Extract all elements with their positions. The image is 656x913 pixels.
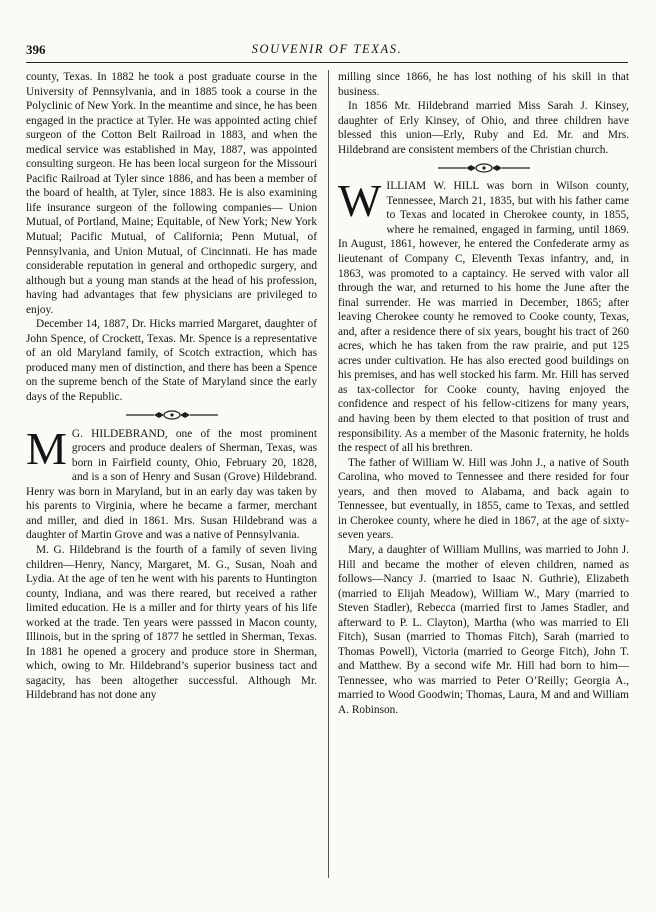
left-column: [26, 70, 317, 703]
section-separator: [26, 405, 317, 427]
hill-bio-text: ILLIAM W. HILL was born in Wilson county, Tennessee, March 21, 1835, but with his father came to Texas and located in Cherokee county, in 1855, where he remained, engaged in farming, until 1869. In August, 1861, however, he entered the Confederate army as lieutenant of Company C, Eleventh Texas infantry, and, in 1863, was promoted to a captaincy. He served with valor all through the war, and returned to his home the June after the final surrender. He was married in December, 1865; after leaving Cherokee county he removed to Cooke county, Texas, and, after a residence there of six years, bought his tract of 260 acres, which he has taken from the raw prairie, and put 125 acres under cultivation. He has also erected good buildings on his premises, and has well stocked his farm. Mr. Hill has served as tax-collector for Cooke county, having enjoyed the confidence and respect of his fellow-citizens for many years, and having been by them elected to that position of trust and responsibility. As a member of the Masonic fraternity, he holds the respect of all his brethren.: [338, 180, 629, 455]
hildebrand-bio: [26, 422, 317, 543]
hill-mother-paragraph: Mary, a daughter of William Mullins, was married to John J. Hill and became the mother of eleven children, named as follows—Nancy J. (married to Isaac N. Guthrie), Elizabeth (married to Elijah Meadow), William W., Mary (married to Steven Stadler), Rebecca (married first to James Stadler, and afterward to P. L. Clayton), Martha (who was married to Eli Fitch), Susan (married to Thomas Fitch), Sarah (married to Thomas Powell), Victoria (married to George Fitch), John T. and Matthew. By a second wife Mr. Hill had born to him—Tennessee, who was married to Peter O’Reilly; Georgia A., married to Wood Goodwin; Thomas, Laura, M and and William A. Robinson.: [338, 543, 629, 716]
hildebrand-bio-text: G. HILDEBRAND, one of the most prominent grocers and produce dealers of Sherman, Texas, was born in Fairfield county, Ohio, February 20, 1828, and is a son of Henry and Susan (Grove) Hildebrand. Henry was born in Maryland, but in an early day was taken by his parents to Virginia, where he became a farmer, merchant and miller, and died in 1861. Mrs. Susan Hildebrand was a daughter of Martin Grove and was a native of Pennsylvania.: [26, 427, 317, 542]
page-header: [26, 42, 628, 62]
hildebrand-family-paragraph: M. G. Hildebrand is the fourth of a family of seven living children—Henry, Nancy, Margaret, M. G., Susan, Noah and Lydia. At the age of ten he went with his parents to Huntington county, Indiana, and was there reared, but received a rather limited education. He is a miller and for thirty years of his life worked at the trade. Ten years were passsed in Macon county, Illinois, but in the spring of 1877 he settled in Sherman, Texas. In 1881 he opened a grocery and produce store in Sherman, which, owing to Mr. Hildebrand’s superior business tact and sagacity, has been altogether successful. Although Mr. Hildebrand has not done any: [26, 543, 317, 702]
hicks-marriage-paragraph: December 14, 1887, Dr. Hicks married Margaret, daughter of John Spence, of Crockett, Texas. Mr. Spence is a representative of an old Maryland family, of Scotch extraction, which has produced many men of distinction, and there has been a Spence on the supreme bench of the State of Maryland since the early days of the Republic.: [26, 318, 317, 404]
running-title: SOUVENIR OF TEXAS.: [251, 42, 403, 56]
column-divider: [328, 70, 329, 878]
drop-cap-w: W: [338, 175, 382, 227]
ornament-divider-icon: [124, 410, 220, 420]
hicks-bio-continuation: county, Texas. In 1882 he took a post graduate course in the University of Pennsylvania, and in 1885 took a course in the Polyclinic of New York. In the meantime and since, he has been engaged in the practice at Tyler. He was appointed acting chief surgeon of the Cotton Belt Railroad in 1883, and when the medical service was established in May, 1887, was appointed consulting surgeon. He has been local surgeon for the Missouri Pacific Railroad at Tyler since 1886, and has been a member of the board of health, at Tyler, since 1883. He is also examining life insurance surgeon of the following companies— Union Mutual, of Portland, Maine; Equitable, of New York; New York Mutual; Pacific Mutual, of California; Penn Mutual, of Pennsylvania, and Union Mutual, of Cincinnati. He has made considerable reputation in general and orthopedic surgery, and although but a young man stands at the head of his profession, having had advantages that few physicians are privileged to enjoy.: [26, 71, 317, 316]
section-separator: [338, 157, 629, 179]
page-number: 396: [26, 42, 46, 57]
drop-cap-m: M: [26, 422, 67, 474]
ornament-divider-icon: [436, 163, 532, 173]
hill-bio: [338, 175, 629, 455]
hildebrand-continuation: milling since 1866, he has lost nothing of his skill in that business.: [338, 71, 629, 98]
hill-father-paragraph: The father of William W. Hill was John J., a native of South Carolina, who moved to Tennessee and there resided for four years, and then moved to Alabama, and back again to Tennessee, but eventually, in 1855, came to Texas, and settled in Cherokee county, where he died in 1867, at the age of sixty-seven years.: [338, 456, 629, 542]
header-rule: [26, 62, 628, 63]
hildebrand-marriage-paragraph: In 1856 Mr. Hildebrand married Miss Sarah J. Kinsey, daughter of Erly Kinsey, of Ohio, and three children have blessed this union—Erly, Ruby and Ed. Mr. and Mrs. Hildebrand are consistent members of the Christian church.: [338, 100, 629, 156]
right-column: [338, 70, 629, 718]
